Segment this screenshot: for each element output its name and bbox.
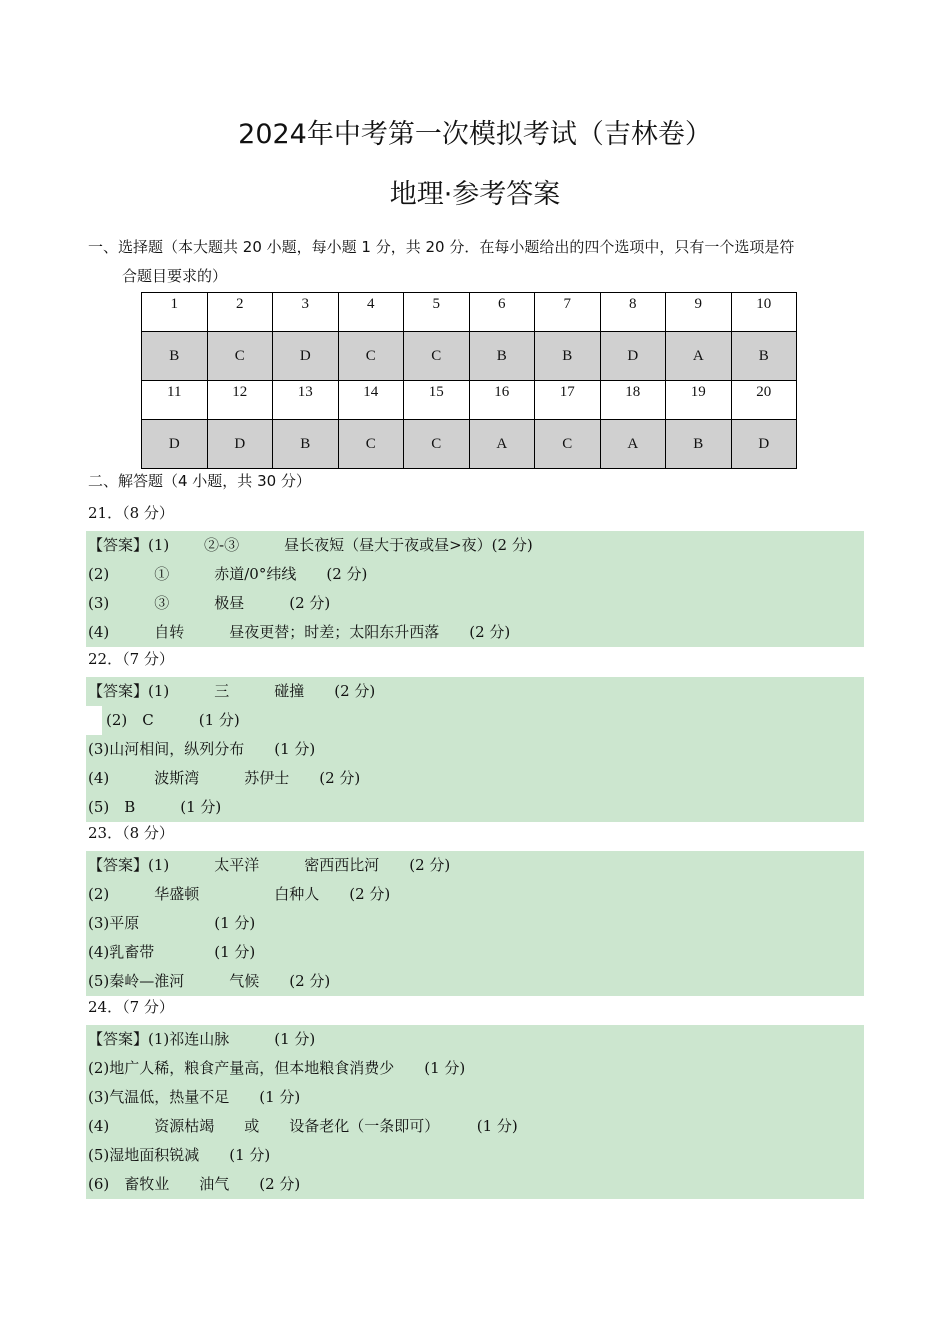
table-cell: D (600, 332, 666, 381)
table-cell: 6 (469, 293, 535, 332)
table-cell: C (338, 332, 404, 381)
answer-line: (4) 资源枯竭 或 设备老化（一条即可） (1 分) (88, 1117, 518, 1135)
answer-line: (3)气温低，热量不足 (1 分) (88, 1088, 301, 1106)
table-cell: 8 (600, 293, 666, 332)
answer-line: (4) 自转 昼夜更替；时差；太阳东升西落 (2 分) (88, 623, 511, 641)
answer-line: (2)地广人稀，粮食产量高，但本地粮食消费少 (1 分) (88, 1059, 466, 1077)
table-cell: 7 (535, 293, 601, 332)
table-cell: 19 (666, 381, 732, 420)
table-cell: A (666, 332, 732, 381)
answer-line: (5) B (1 分) (88, 798, 222, 816)
answer-line: (2) 华盛顿 白种人 (2 分) (88, 885, 391, 903)
answer-line: (6) 畜牧业 油气 (2 分) (88, 1175, 301, 1193)
table-cell: 12 (207, 381, 273, 420)
answer-line: (4) 波斯湾 苏伊士 (2 分) (88, 769, 361, 787)
table-cell: D (273, 332, 339, 381)
table-cell: D (207, 420, 273, 469)
table-cell: 14 (338, 381, 404, 420)
table-cell: 20 (731, 381, 797, 420)
answer-block-24 (86, 1025, 864, 1199)
table-cell: C (207, 332, 273, 381)
section-1-line-1: 一、选择题（本大题共 20 小题，每小题 1 分，共 20 分．在每小题给出的四个选项中，只有一个选项是符 (88, 238, 795, 256)
answer-line: (5)秦岭—淮河 气候 (2 分) (88, 972, 331, 990)
table-cell: 9 (666, 293, 732, 332)
table-cell: A (600, 420, 666, 469)
table-row (142, 381, 797, 420)
answer-block-22 (86, 677, 864, 822)
answer-line: (5)湿地面积锐减 (1 分) (88, 1146, 271, 1164)
page-title: 2024年中考第一次模拟考试（吉林卷） (238, 119, 712, 150)
table-cell: D (142, 420, 208, 469)
table-cell: 18 (600, 381, 666, 420)
table-cell: 4 (338, 293, 404, 332)
table-cell: C (535, 420, 601, 469)
answer-line: 【答案】(1) 太平洋 密西西比河 (2 分) (88, 856, 451, 874)
table-cell: 13 (273, 381, 339, 420)
table-cell: 11 (142, 381, 208, 420)
table-cell: B (273, 420, 339, 469)
table-cell: 15 (404, 381, 470, 420)
table-row (142, 332, 797, 381)
table-cell: 1 (142, 293, 208, 332)
table-cell: D (731, 420, 797, 469)
answer-block-23 (86, 851, 864, 996)
table-cell: B (469, 332, 535, 381)
question-23-header: 23．（8 分） (88, 824, 174, 842)
section-1-line-2: 合题目要求的） (122, 267, 228, 285)
table-cell: B (731, 332, 797, 381)
table-cell: B (666, 420, 732, 469)
table-cell: C (338, 420, 404, 469)
table-cell: 16 (469, 381, 535, 420)
question-24-header: 24．（7 分） (88, 998, 174, 1016)
section-2-heading: 二、解答题（4 小题，共 30 分） (88, 472, 311, 490)
table-cell: 3 (273, 293, 339, 332)
table-cell: C (404, 420, 470, 469)
table-cell: 10 (731, 293, 797, 332)
answer-line: (2) C (1 分) (106, 711, 240, 729)
section-1-heading (88, 233, 878, 291)
table-cell: B (535, 332, 601, 381)
answer-table (141, 292, 797, 469)
table-cell: C (404, 332, 470, 381)
table-cell: B (142, 332, 208, 381)
page-subtitle: 地理·参考答案 (389, 179, 561, 210)
answer-line: 【答案】(1)祁连山脉 (1 分) (88, 1030, 316, 1048)
answer-block-21 (86, 531, 864, 647)
answer-line: (3)平原 (1 分) (88, 914, 256, 932)
answer-line: (4)乳畜带 (1 分) (88, 943, 256, 961)
answer-line: (2) ① 赤道/0°纬线 (2 分) (88, 565, 368, 583)
question-21-header: 21．（8 分） (88, 504, 174, 522)
answer-line: (3)山河相间，纵列分布 (1 分) (88, 740, 316, 758)
table-cell: A (469, 420, 535, 469)
answer-line: (3) ③ 极昼 (2 分) (88, 594, 331, 612)
table-row (142, 420, 797, 469)
question-22-header: 22．（7 分） (88, 650, 174, 668)
table-cell: 17 (535, 381, 601, 420)
table-cell: 5 (404, 293, 470, 332)
answer-line: 【答案】(1) ②-③ 昼长夜短（昼大于夜或昼>夜）(2 分) (88, 536, 533, 554)
answer-line: 【答案】(1) 三 碰撞 (2 分) (88, 682, 376, 700)
table-cell: 2 (207, 293, 273, 332)
table-row (142, 293, 797, 332)
